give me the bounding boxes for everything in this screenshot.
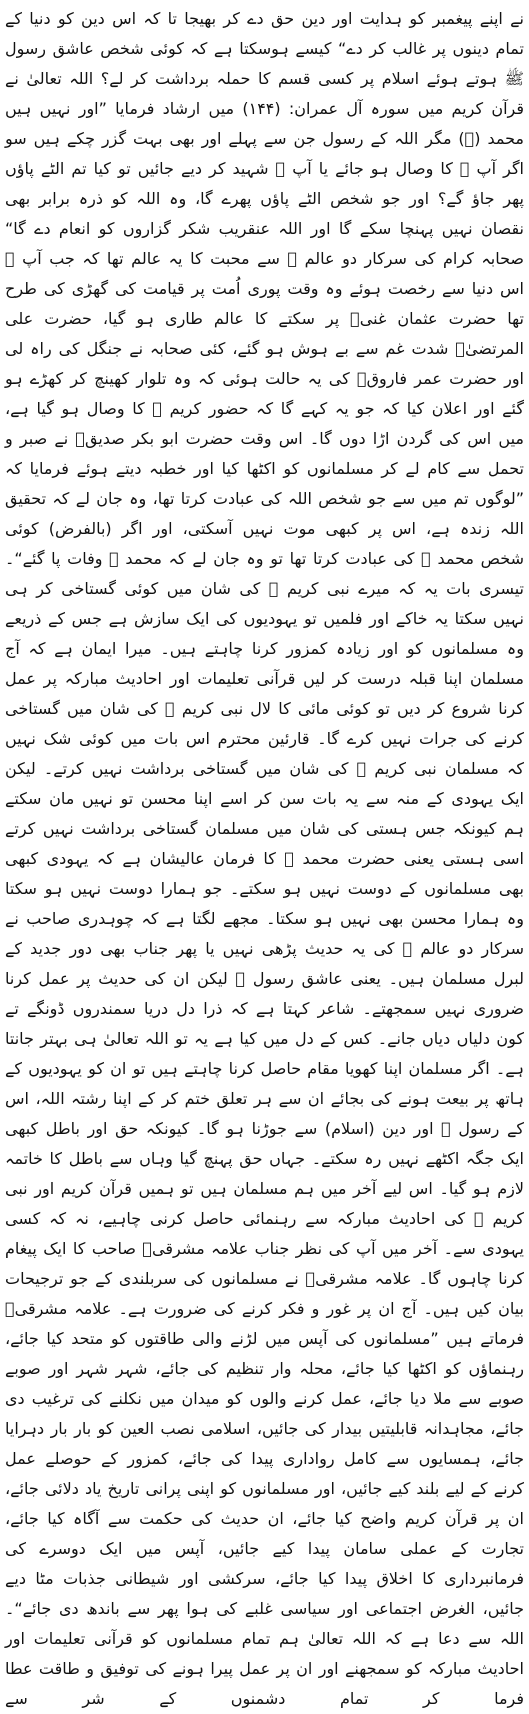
article-body-text: نے اپنے پیغمبر کو ہدایت اور دین حق دے کر بھیجا تا کہ اس دین کو دنیا کے تمام دینوں پر غالب کر دے“ کیسے ہوسکتا ہے کہ کوئی شخص عاشق رسول ﷺ ہوتے ہوئے اسلام پر کسی قسم کا حملہ برداشت کر لے؟ اللہ تعالیٰ نے قرآن کریم میں سورہ آل عمران: (۱۴۴) میں ارشاد فرمایا ”اور نہیں ہیں محمد (ﷺ) مگر اللہ کے رسول جن سے پہلے اور بھی بہت گزر چکے ہیں سو اگر آپ ﷺ کا وصال ہو جائے یا آپ ﷺ شہید کر دیے جائیں تو کیا تم الٹے پاؤں پھر جاؤ گے؟ اور جو شخص الٹے پاؤں پھرے گا، وہ اللہ کو ذرہ برابر بھی نقصان نہیں پہنچا سکے گا اور اللہ عنقریب شکر گزاروں کو انعام دے گا“ صحابہ کرام کی سرکار دو عالم ﷺ سے محبت کا یہ عالم تھا کہ جب آپ ﷺ اس دنیا سے رخصت ہوئے وہ وقت پوری اُمت پر قیامت کی گھڑی کی طرح تھا حضرت عثمان غنیؓ پر سکتے کا عالم طاری ہو گیا، حضرت علی المرتضیٰؓ شدت غم سے بے ہوش ہو گئے، کئی صحابہ نے جنگل کی راہ لی اور حضرت عمر فاروقؓ کی یہ حالت ہوئی کہ وہ تلوار کھینچ کر کھڑے ہو گئے اور اعلان کیا کہ جو یہ کہے گا کہ حضور کریم ﷺ کا وصال ہو گیا ہے، میں اس کی گردن اڑا دوں گا۔ اس وقت حضرت ابو بکر صدیقؓ نے صبر و تحمل سے کام لے کر مسلمانوں کو اکٹھا کیا اور خطبہ دیتے ہوئے فرمایا کہ ”لوگوں تم میں سے جو شخص اللہ کی عبادت کرتا تھا، وہ جان لے کہ تحقیق اللہ زندہ ہے، اس پر کبھی موت نہیں آسکتی، اور اگر (بالفرض) کوئی شخص محمد ﷺ کی عبادت کرتا تھا تو وہ جان لے کہ محمد ﷺ وفات پا گئے“۔ تیسری بات یہ کہ میرے نبی کریم ﷺ کی شان میں کوئی گستاخی کر ہی نہیں سکتا یہ خاکے اور فلمیں تو یہودیوں کی ایک سازش ہے جس کے ذریعے وہ مسلمانوں کو اور زیادہ کمزور کرنا چاہتے ہیں۔ میرا ایمان ہے کہ آج مسلمان اپنا قبلہ درست کر لیں قرآنی تعلیمات اور احادیث مبارکہ پر عمل کرنا شروع کر دیں تو کوئی مائی کا لال نبی کریم ﷺ کی شان میں گستاخی کرنے کی جرات نہیں کرے گا۔ قارئین محترم اس بات میں کوئی شک نہیں کہ مسلمان نبی کریم ﷺ کی شان میں گستاخی برداشت نہیں کرتے۔ لیکن ایک یہودی کے منہ سے یہ بات سن کر اسے اپنا محسن تو نہیں مان سکتے ہم کیونکہ جس ہستی کی شان میں مسلمان گستاخی برداشت نہیں کرتے اسی ہستی یعنی حضرت محمد ﷺ کا فرمان عالیشان ہے کہ یہودی کبھی بھی مسلمانوں کے دوست نہیں ہو سکتے۔ جو ہمارا دوست نہیں ہو سکتا وہ ہمارا محسن بھی نہیں ہو سکتا۔ مجھے لگتا ہے کہ چوہدری صاحب نے سرکار دو عالم ﷺ کی یہ حدیث پڑھی نہیں یا پھر جناب بھی دور جدید کے لبرل مسلمان ہیں۔ یعنی عاشق رسول ﷺ لیکن ان کی حدیث پر عمل کرنا ضروری نہیں سمجھتے۔ شاعر کہتا ہے کہ ذرا دل دریا سمندروں ڈونگے تے کون دلیاں دیاں جانے۔ کس کے دل میں کیا ہے یہ تو اللہ تعالیٰ ہی بہتر جانتا ہے۔ اگر مسلمان اپنا کھویا مقام حاصل کرنا چاہتے ہیں تو ان کو یہودیوں کے ہاتھ پر بیعت ہونے کی بجائے ان سے ہر تعلق ختم کر کے اپنا رشتہ اللہ، اس کے رسول ﷺ اور دین (اسلام) سے جوڑنا ہو گا۔ کیونکہ حق اور باطل کبھی ایک جگہ اکٹھے نہیں رہ سکتے۔ جہاں حق پہنچ گیا وہاں سے باطل کا خاتمہ لازم ہو گیا۔ اس لیے آخر میں ہم مسلمان ہیں تو ہمیں قرآن کریم اور نبی کریم ﷺ کی احادیث مبارکہ سے رہنمائی حاصل کرنی چاہیے، نہ کہ کسی یہودی سے۔ آخر میں آپ کی نظر جناب علامہ مشرقیؒ صاحب کا ایک پیغام کرنا چاہوں گا۔ علامہ مشرقیؒ نے مسلمانوں کی سربلندی کے جو ترجیحات بیان کیں ہیں۔ آج ان پر غور و فکر کرنے کی ضرورت ہے۔ علامہ مشرقیؒ فرماتے ہیں ”مسلمانوں کی آپس میں لڑنے والی طاقتوں کو متحد کیا جائے، رہنماؤں کو اکٹھا کیا جائے، محلہ وار تنظیم کی جائے، شہر شہر اور صوبے صوبے سے ملا دیا جائے، عمل کرنے والوں کو میدان میں نکلنے کی ترغیب دی جائے، مجاہدانہ قابلیتیں بیدار کی جائیں، اسلامی نصب العین کو بار بار دہرایا جائے، ہمسایوں سے کامل رواداری پیدا کی جائے، کمزور کے حوصلے عمل کرنے کے لیے بلند کیے جائیں، اور مسلمانوں کو اپنی پرانی تاریخ یاد دلائی جائے، ان پر قرآن کریم واضح کیا جائے، ان حدیث کی حکمت سے آگاہ کیا جائے، تجارت کے عملی سامان پیدا کیے جائیں، آپس میں ایک دوسرے کی فرمانبرداری کا اخلاق پیدا کیا جائے، سرکشی اور شیطانی جذبات مٹا دیے جائیں، الغرض اجتماعی اور سیاسی غلبے کی ہوا پھر سے باندھ دی جائے“۔ اللہ سے دعا ہے کہ اللہ تعالیٰ ہم تمام مسلمانوں کو قرآنی تعلیمات اور احادیث مبارکہ کو سمجھنے اور ان پر عمل پیرا ہونے کی توفیق و طاقت عطا فرما کر تمام دشمنوں کے شر سے (5, 9, 524, 1708)
